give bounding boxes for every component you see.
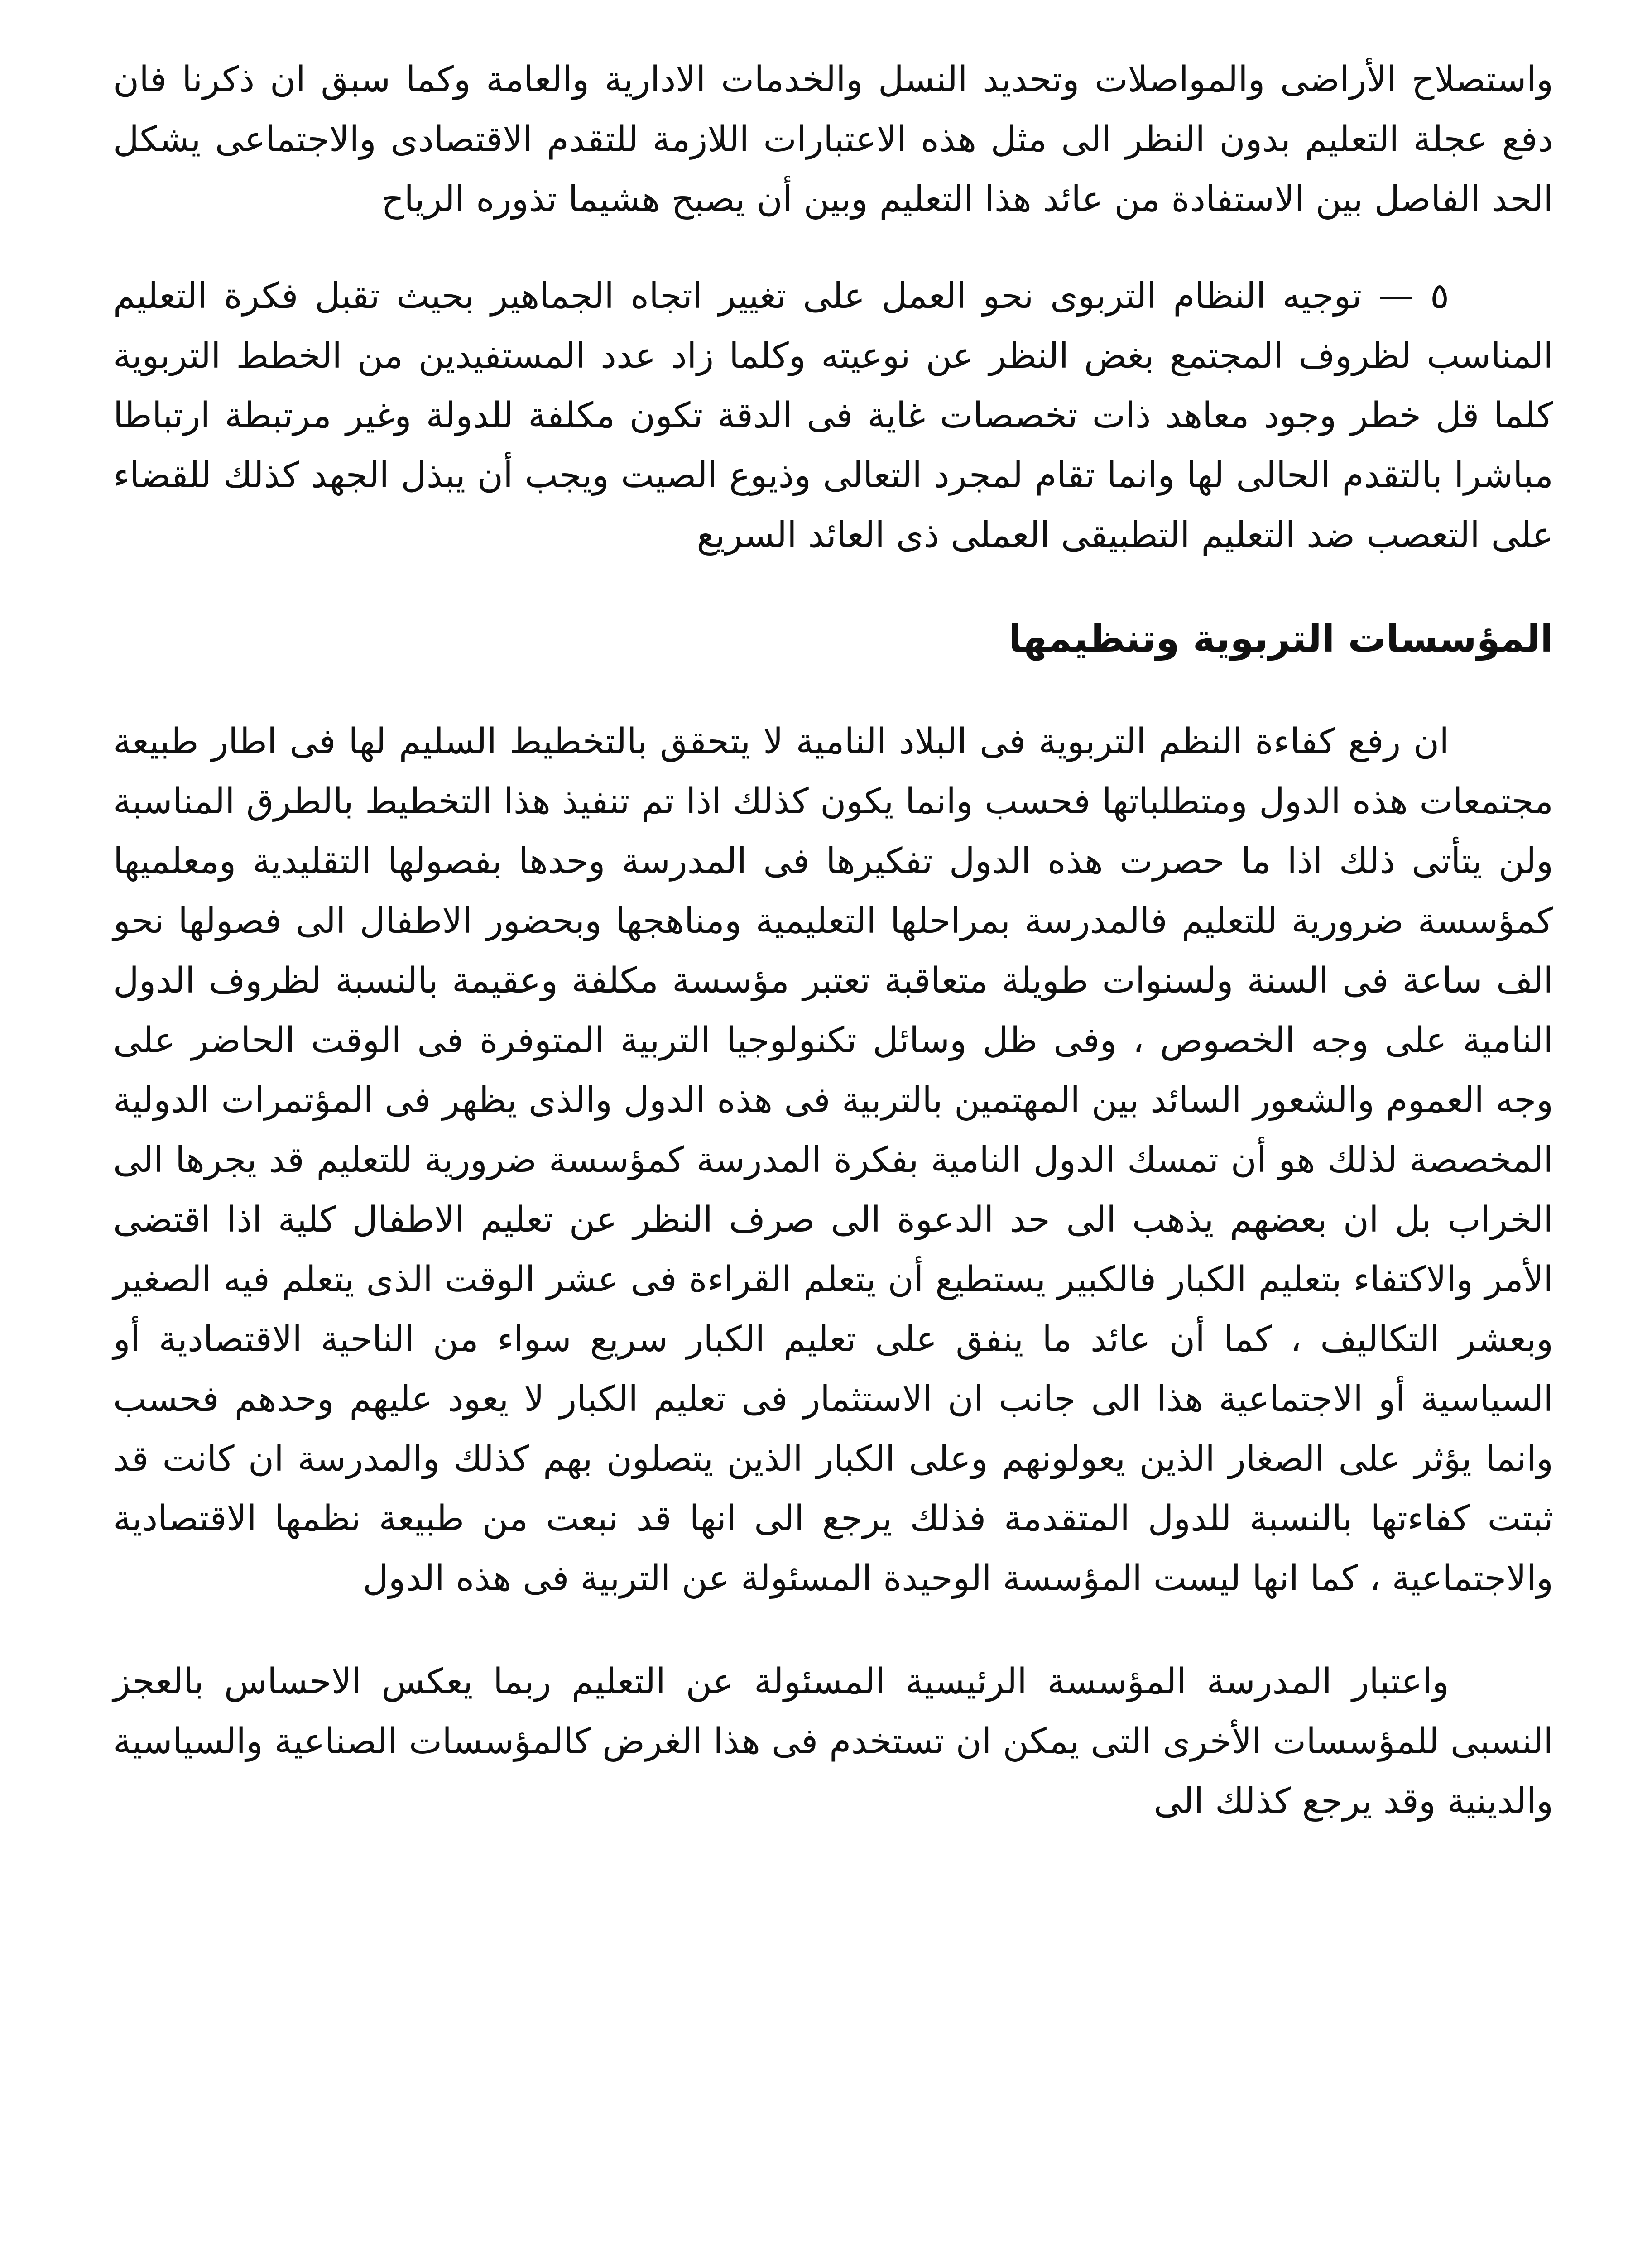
spacer: [113, 1608, 1553, 1652]
page-body: [113, 50, 1553, 1831]
paragraph-1: واستصلاح الأراضى والمواصلات وتحديد النسل والخدمات الادارية والعامة وكما سبق ان ذكرنا فان دفع عجلة التعليم بدون النظر الى مثل هذه الاعتبارات اللازمة للتقدم الاقتصادى والاجتماعى يشكل الحد الفاصل بين الاستفادة من عائد هذا التعليم وبين أن يصبح هشيما تذوره الرياح: [113, 59, 1553, 220]
paragraph-4: واعتبار المدرسة المؤسسة الرئيسية المسئولة عن التعليم ربما يعكس الاحساس بالعجز النسبى للمؤسسات الأخرى التى يمكن ان تستخدم فى هذا الغرض كالمؤسسات الصناعية والسياسية والدينية وقد يرجع كذلك الى: [113, 1661, 1553, 1822]
spacer: [113, 668, 1553, 712]
section-heading: المؤسسات التربوية وتنظيمها: [1008, 616, 1553, 661]
spacer: [113, 229, 1553, 266]
spacer: [113, 565, 1553, 609]
paragraph-2: ٥ — توجيه النظام التربوى نحو العمل على تغيير اتجاه الجماهير بحيث تقبل فكرة التعليم المناسب لظروف المجتمع بغض النظر عن نوعيته وكلما زاد عدد المستفيدين من الخطط التربوية كلما قل خطر وجود معاهد ذات تخصصات غاية فى الدقة تكون مكلفة للدولة وغير مرتبطة ارتباطا مباشرا بالتقدم الحالى لها وانما تقام لمجرد التعالى وذيوع الصيت ويجب أن يبذل الجهد كذلك للقضاء على التعصب ضد التعليم التطبيقى العملى ذى العائد السريع: [113, 276, 1553, 556]
paragraph-3: ان رفع كفاءة النظم التربوية فى البلاد النامية لا يتحقق بالتخطيط السليم لها فى اطار طبيعة مجتمعات هذه الدول ومتطلباتها فحسب وانما يكون كذلك اذا تم تنفيذ هذا التخطيط بالطرق المناسبة ولن يتأتى ذلك اذا ما حصرت هذه الدول تفكيرها فى المدرسة وحدها بفصولها التقليدية ومعلميها كمؤسسة ضرورية للتعليم فالمدرسة بمراحلها التعليمية ومناهجها وبحضور الاطفال الى فصولها نحو الف ساعة فى السنة ولسنوات طويلة متعاقبة تعتبر مؤسسة مكلفة وعقيمة بالنسبة لظروف الدول النامية على وجه الخصوص ، وفى ظل وسائل تكنولوجيا التربية المتوفرة فى الوقت الحاضر على وجه العموم والشعور السائد بين المهتمين بالتربية فى هذه الدول والذى يظهر فى المؤتمرات الدولية المخصصة لذلك هو أن تمسك الدول النامية بفكرة المدرسة كمؤسسة ضرورية للتعليم قد يجرها الى الخراب بل ان بعضهم يذهب الى حد الدعوة الى صرف النظر عن تعليم الاطفال كلية اذا اقتضى الأمر والاكتفاء بتعليم الكبار فالكبير يستطيع أن يتعلم القراءة فى عشر الوقت الذى يتعلم فيه الصغير وبعشر التكاليف ، كما أن عائد ما ينفق على تعليم الكبار سريع سواء من الناحية الاقتصادية أو السياسية أو الاجتماعية هذا الى جانب ان الاستثمار فى تعليم الكبار لا يعود عليهم وحدهم فحسب وانما يؤثر على الصغار الذين يعولونهم وعلى الكبار الذين يتصلون بهم كذلك والمدرسة ان كانت قد ثبتت كفاءتها بالنسبة للدول المتقدمة فذلك يرجع الى انها قد نبعت من طبيعة نظمها الاقتصادية والاجتماعية ، كما انها ليست المؤسسة الوحيدة المسئولة عن التربية فى هذه الدول: [113, 721, 1553, 1599]
